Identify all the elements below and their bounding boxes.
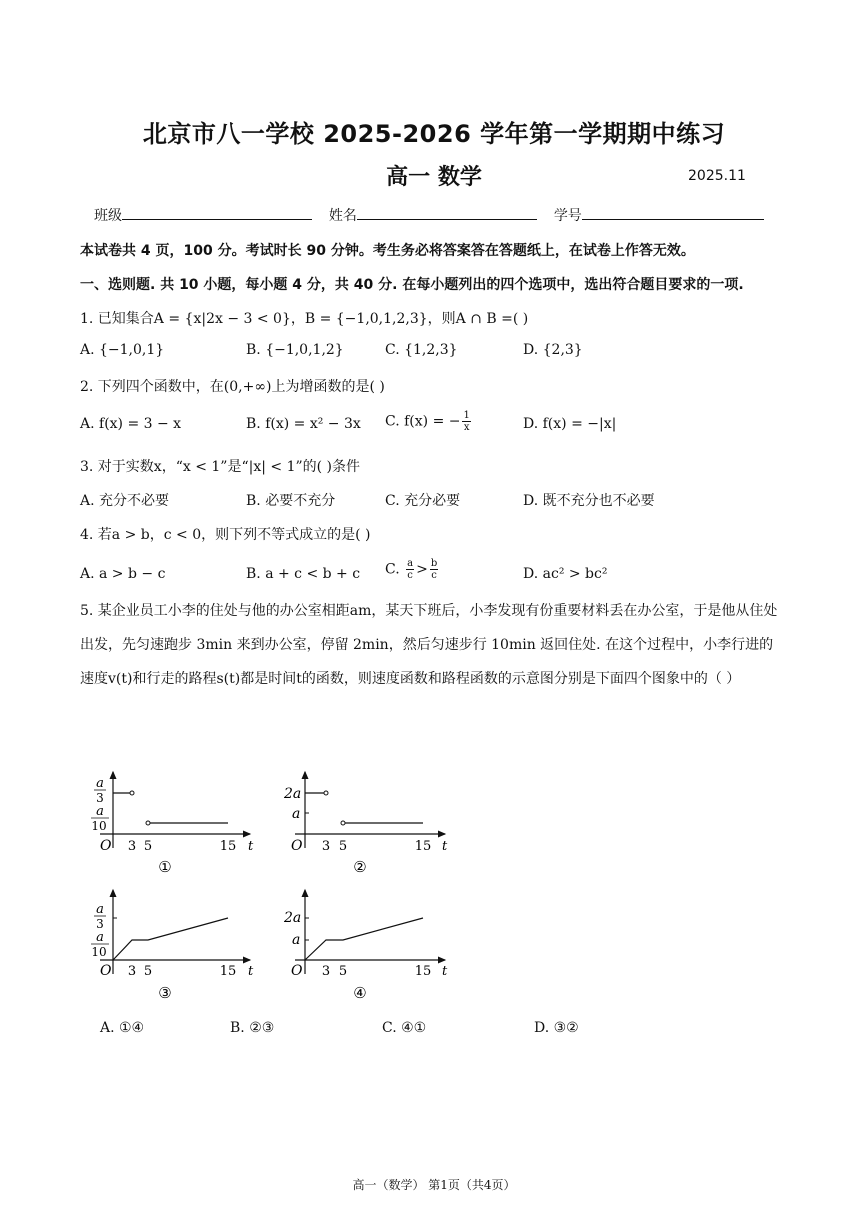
q4-option-d[interactable]: D. ac² > bc² (523, 566, 608, 582)
q1-option-b[interactable]: B. {−1,0,1,2} (246, 342, 344, 358)
question-5-stem: 5. 某企业员工小李的住处与他的办公室相距am，某天下班后，小李发现有份重要材料丢在办公室，于是他从住处出发，先匀速跑步 3min 来到办公室，停留 2min，然后匀速步行 10min 返回住处. 在这个过程中，小李行进的速度v(t)和行走的路程s(t)都是时间t的函数，则速度函数和路程函数的示意图分别是下面四个图象中的（ ） (80, 603, 778, 687)
g4-x15: 15 (414, 964, 432, 979)
g4-origin: O (291, 963, 303, 979)
q5-option-b[interactable]: B. ②③ (230, 1020, 275, 1036)
g3-t: t (248, 964, 254, 979)
g4-x5: 5 (338, 964, 348, 979)
name-blank[interactable] (357, 205, 537, 220)
g1-t: t (248, 839, 254, 854)
g1-x15: 15 (219, 839, 237, 854)
question-2-stem: 2. 下列四个函数中，在(0,+∞)上为增函数的是( ) (80, 379, 385, 395)
g4-x3: 3 (321, 964, 331, 979)
q2-option-a[interactable]: A. f(x) = 3 − x (80, 416, 182, 432)
id-label: 学号 (553, 208, 582, 224)
q4-c-fraction-right: $\frac{b}{c}$ (430, 558, 438, 581)
g3-x3: 3 (127, 964, 137, 979)
g2-ylow: a (292, 806, 301, 822)
name-label: 姓名 (328, 208, 357, 224)
q5-option-d[interactable]: D. ③② (534, 1020, 579, 1036)
student-info-fields (94, 205, 764, 225)
exam-title: 北京市八一学校 2025-2026 学年第一学期期中练习 (142, 120, 726, 148)
g4-ylow: a (292, 932, 301, 948)
g1-ylow-num: a (96, 804, 104, 819)
g1-x5: 5 (143, 839, 153, 854)
g1-x3: 3 (127, 839, 137, 854)
g2-origin: O (291, 838, 303, 854)
question-4-stem: 4. 若a > b，c < 0，则下列不等式成立的是( ) (80, 527, 371, 543)
exam-date: 2025.11 (688, 168, 746, 184)
g3-x5: 5 (143, 964, 153, 979)
g3-ylow-den: 10 (91, 945, 107, 959)
q1-option-d[interactable]: D. {2,3} (523, 342, 583, 358)
q5-graphs (80, 770, 460, 1010)
g1-ylow-den: 10 (91, 819, 107, 833)
exam-subtitle: 高一 数学 (386, 165, 482, 190)
g4-t: t (442, 964, 448, 979)
page-footer: 高一（数学） 第1页（共4页） (352, 1178, 516, 1192)
g2-x3: 3 (321, 839, 331, 854)
g1-ytop-num: a (96, 776, 104, 791)
q2-option-c[interactable]: C. f(x) = − $\frac{1}{x}$ (385, 410, 470, 433)
g2-caption: ② (353, 858, 367, 876)
g3-x15: 15 (219, 964, 237, 979)
q4-option-c[interactable]: C. $\frac{a}{c}$ > $\frac{b}{c}$ (385, 558, 438, 581)
question-3-stem: 3. 对于实数x，“x < 1”是“|x| < 1”的( )条件 (80, 459, 361, 475)
g2-ytop: 2a (284, 786, 302, 802)
class-label: 班级 (94, 208, 122, 224)
g3-ytop-num: a (96, 902, 104, 917)
q1-option-a[interactable]: A. {−1,0,1} (80, 342, 165, 358)
q4-option-b[interactable]: B. a + c < b + c (246, 566, 361, 582)
g3-ylow-num: a (96, 930, 104, 945)
class-blank[interactable] (122, 205, 312, 220)
graph-1 (91, 772, 254, 876)
id-blank[interactable] (582, 205, 764, 220)
q2-option-d[interactable]: D. f(x) = −|x| (523, 416, 617, 432)
graph-4 (283, 890, 448, 1002)
g1-ytop-den: 3 (96, 791, 104, 805)
graph-2 (283, 772, 448, 876)
q4-option-a[interactable]: A. a > b − c (80, 566, 166, 582)
g2-t: t (442, 839, 448, 854)
q3-option-a[interactable]: A. 充分不必要 (80, 493, 170, 509)
g3-caption: ③ (158, 984, 172, 1002)
g4-caption: ④ (353, 984, 367, 1002)
g2-x5: 5 (338, 839, 348, 854)
q2-option-b[interactable]: B. f(x) = x² − 3x (246, 416, 361, 432)
g2-x15: 15 (414, 839, 432, 854)
exam-notice: 本试卷共 4 页，100 分。考试时长 90 分钟。考生务必将答案答在答题纸上，在试卷上作答无效。 (80, 243, 695, 259)
q4-c-fraction-left: $\frac{a}{c}$ (407, 558, 414, 581)
g3-ytop-den: 3 (96, 917, 104, 931)
section-heading: 一、选则题. 共 10 小题，每小题 4 分，共 40 分. 在每小题列出的四个选项中，选出符合题目要求的一项. (80, 277, 744, 293)
g3-origin: O (100, 963, 112, 979)
question-1-stem: 1. 已知集合A = {x|2x − 3 < 0}，B = {−1,0,1,2,3}，则A ∩ B =( ) (80, 311, 529, 327)
g4-ytop: 2a (284, 910, 302, 926)
q1-option-c[interactable]: C. {1,2,3} (385, 342, 458, 358)
g1-caption: ① (158, 858, 172, 876)
q3-option-c[interactable]: C. 充分必要 (385, 493, 461, 509)
q2-c-fraction: $\frac{1}{x}$ (463, 410, 470, 433)
graph-3 (91, 890, 254, 1002)
g1-origin: O (100, 838, 112, 854)
q3-option-b[interactable]: B. 必要不充分 (246, 493, 336, 509)
q3-option-d[interactable]: D. 既不充分也不必要 (523, 493, 655, 509)
q5-option-c[interactable]: C. ④① (382, 1020, 427, 1036)
q5-option-a[interactable]: A. ①④ (100, 1020, 145, 1036)
